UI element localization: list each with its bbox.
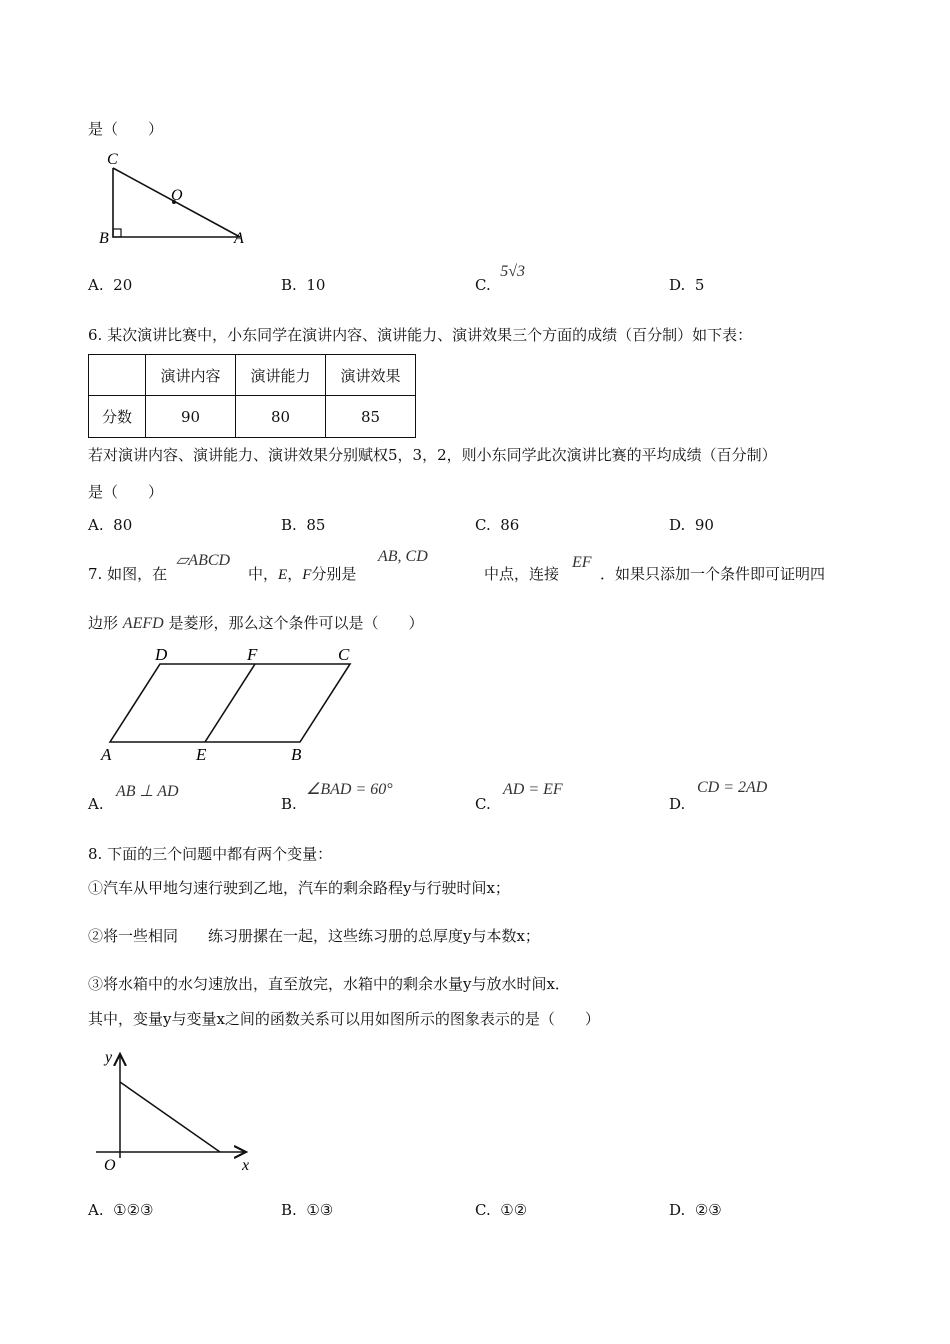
q8-graph-figure bbox=[96, 1046, 276, 1176]
q8-label-x: x bbox=[242, 1157, 250, 1174]
q7-ab-cd: AB, CD bbox=[378, 548, 428, 565]
q7-parallelogram-symbol: ▱ABCD bbox=[176, 552, 231, 569]
q7-label-a: A bbox=[101, 745, 112, 764]
option-text: ①③ bbox=[306, 1201, 334, 1219]
option-letter: A. bbox=[88, 1201, 104, 1219]
option-text: 90 bbox=[694, 516, 714, 534]
q7-option-b-text: ∠BAD = 60° bbox=[306, 781, 393, 798]
q7-stem-part2 bbox=[248, 563, 356, 584]
q8-option-b[interactable] bbox=[281, 1201, 333, 1219]
option-letter: C. bbox=[475, 1201, 491, 1219]
option-text: ①②③ bbox=[113, 1201, 154, 1219]
option-text: 10 bbox=[306, 276, 326, 294]
q6-option-a[interactable] bbox=[88, 516, 132, 534]
q5-option-b[interactable] bbox=[281, 276, 325, 294]
q5-label-o: O bbox=[171, 187, 183, 204]
option-letter: D. bbox=[669, 516, 686, 534]
table-cell: 演讲效果 bbox=[326, 355, 416, 396]
q8-item-2: ②将一些相同 练习册摞在一起，这些练习册的总厚度y与本数x； bbox=[88, 927, 540, 945]
q8-option-a[interactable] bbox=[88, 1201, 154, 1219]
q8-label-y: y bbox=[105, 1049, 113, 1066]
option-letter: D. bbox=[669, 795, 686, 813]
q6-line3: 是（ ） bbox=[88, 483, 164, 501]
q7-stem-part4: 中点，连接 bbox=[484, 565, 560, 583]
q5-label-b: B bbox=[99, 230, 109, 247]
q6-option-d[interactable] bbox=[669, 516, 714, 534]
q7-option-a[interactable] bbox=[88, 795, 104, 813]
option-letter: A. bbox=[88, 795, 104, 813]
option-letter: A. bbox=[88, 276, 104, 294]
q6-line2: 若对演讲内容、演讲能力、演讲效果分别赋权5，3，2，则小东同学此次演讲比赛的平均成绩（百分制） bbox=[88, 446, 777, 464]
q5-label-a: A bbox=[234, 230, 244, 247]
q8-option-c[interactable] bbox=[475, 1201, 527, 1219]
option-letter: C. bbox=[475, 795, 491, 813]
q7-text-bianxing: 边形 bbox=[88, 614, 119, 632]
option-letter: B. bbox=[281, 795, 297, 813]
option-letter: B. bbox=[281, 276, 297, 294]
q7-parallelogram-figure bbox=[96, 644, 376, 764]
table-row bbox=[89, 396, 416, 438]
q5-option-a[interactable] bbox=[88, 276, 132, 294]
option-letter: B. bbox=[281, 516, 297, 534]
table-cell: 85 bbox=[326, 396, 416, 438]
q7-segment-ef bbox=[205, 664, 255, 742]
q5-triangle-figure bbox=[90, 148, 270, 248]
q7-var-e: E bbox=[278, 567, 288, 583]
q8-item-1: ①汽车从甲地匀速行驶到乙地，汽车的剩余路程y与行驶时间x； bbox=[88, 879, 510, 897]
q7-ef: EF bbox=[572, 554, 592, 571]
q8-option-d[interactable] bbox=[669, 1201, 722, 1219]
table-cell: 80 bbox=[236, 396, 326, 438]
q5-option-d[interactable] bbox=[669, 276, 704, 294]
q8-graph-line bbox=[120, 1082, 220, 1152]
q7-label-e: E bbox=[196, 745, 207, 764]
q7-line2 bbox=[88, 612, 423, 633]
q7-option-b[interactable] bbox=[281, 795, 297, 813]
q7-label-d: D bbox=[155, 645, 168, 664]
q7-option-c-text: AD = EF bbox=[503, 781, 563, 798]
q6-option-b[interactable] bbox=[281, 516, 325, 534]
option-text: 86 bbox=[500, 516, 520, 534]
q7-label-b: B bbox=[291, 745, 302, 764]
q7-aefd: AEFD bbox=[122, 615, 164, 632]
q7-label-c: C bbox=[338, 645, 350, 664]
table-cell: 演讲内容 bbox=[146, 355, 236, 396]
option-letter: D. bbox=[669, 1201, 686, 1219]
q7-text-fenbie: 分别是 bbox=[311, 565, 357, 583]
table-cell bbox=[89, 355, 146, 396]
q7-stem-part5: ．如果只添加一个条件即可证明四 bbox=[600, 565, 826, 583]
q8-item-3: ③将水箱中的水匀速放出，直至放完，水箱中的剩余水量y与放水时间x． bbox=[88, 975, 570, 993]
q7-stem-part1: 7. 如图，在 bbox=[88, 565, 168, 583]
q7-option-d[interactable] bbox=[669, 795, 685, 813]
table-cell: 90 bbox=[146, 396, 236, 438]
q7-text-question: 是菱形，那么这个条件可以是（ ） bbox=[168, 614, 424, 632]
q8-label-o: O bbox=[104, 1157, 116, 1174]
option-letter: C. bbox=[475, 276, 491, 294]
q5-right-angle-mark bbox=[113, 229, 121, 237]
option-text: 20 bbox=[113, 276, 133, 294]
q8-stem: 8. 下面的三个问题中都有两个变量： bbox=[88, 845, 333, 863]
q7-option-a-text: AB ⊥ AD bbox=[116, 783, 179, 800]
q6-score-table bbox=[88, 354, 416, 438]
option-letter: A. bbox=[88, 516, 104, 534]
option-letter: C. bbox=[475, 516, 491, 534]
q7-var-f: F bbox=[302, 567, 312, 583]
table-cell: 演讲能力 bbox=[236, 355, 326, 396]
q7-label-f: F bbox=[247, 645, 258, 664]
q5-label-c: C bbox=[107, 151, 118, 168]
table-cell: 分数 bbox=[89, 396, 146, 438]
option-text: ①② bbox=[500, 1201, 528, 1219]
q7-option-c[interactable] bbox=[475, 795, 491, 813]
option-text: ②③ bbox=[694, 1201, 722, 1219]
q5-tail: 是（ ） bbox=[88, 120, 164, 138]
option-text: 5√3 bbox=[500, 263, 526, 280]
option-text: 85 bbox=[306, 516, 326, 534]
q7-text-zhong: 中， bbox=[248, 565, 279, 583]
option-text: 80 bbox=[113, 516, 133, 534]
option-letter: D. bbox=[669, 276, 686, 294]
q7-option-d-text: CD = 2AD bbox=[697, 779, 768, 796]
q6-option-c[interactable] bbox=[475, 516, 519, 534]
q5-option-c[interactable] bbox=[475, 262, 526, 294]
option-letter: B. bbox=[281, 1201, 297, 1219]
option-text: 5 bbox=[694, 276, 705, 294]
q6-stem: 6. 某次演讲比赛中，小东同学在演讲内容、演讲能力、演讲效果三个方面的成绩（百分制）如下表： bbox=[88, 326, 753, 344]
q7-comma: ， bbox=[287, 565, 303, 583]
table-row bbox=[89, 355, 416, 396]
q8-question: 其中，变量y与变量x之间的函数关系可以用如图所示的图象表示的是（ ） bbox=[88, 1010, 600, 1028]
